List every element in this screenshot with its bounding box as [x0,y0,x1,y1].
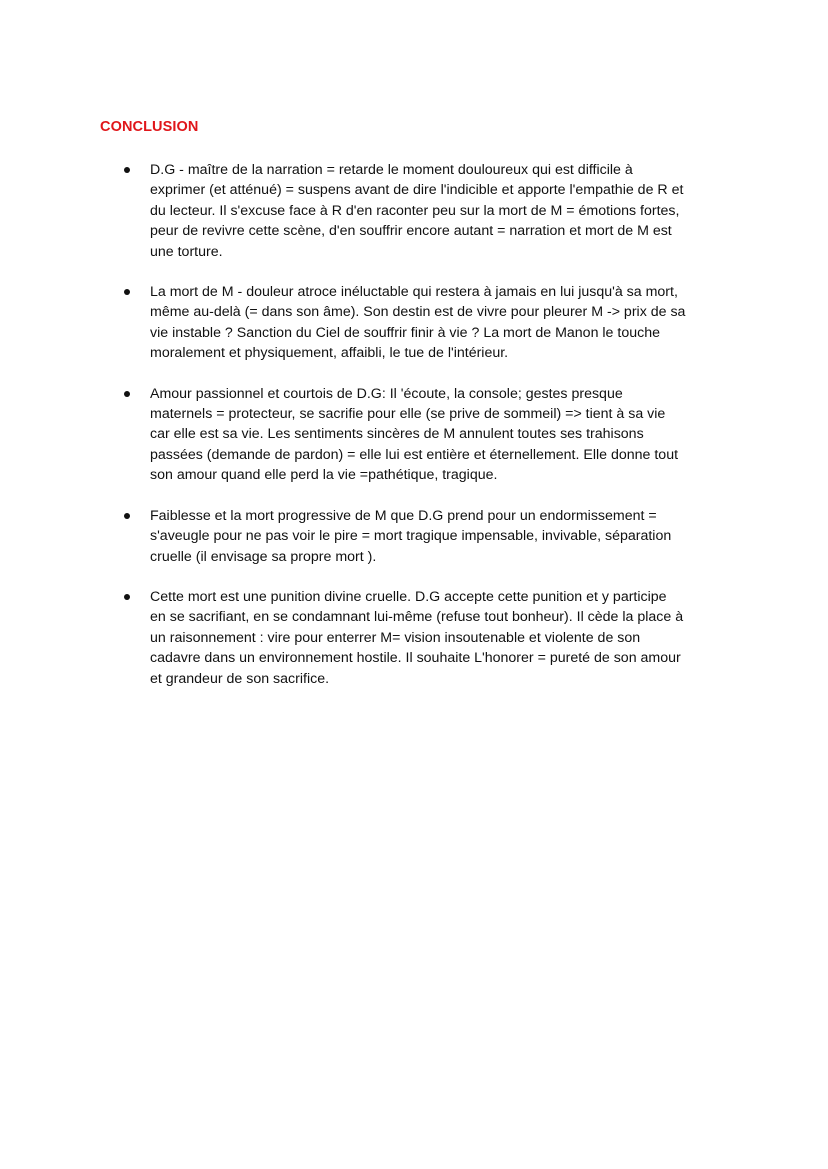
bullet-item [0,587,828,689]
bullet-point-icon [124,594,130,600]
bullet-item [0,282,828,364]
bullet-text: La mort de M - douleur atroce inéluctable qui restera à jamais en lui jusqu'à sa mort, même au-delà (= dans son âme). Son destin est de vivre pour pleurer M -> prix de sa vie instable ? Sanction du Ciel de souffrir finir à vie ? La mort de Manon le touche moralement et physiquement, affaibli, le tue de l'intérieur. [150,284,686,362]
section-heading: CONCLUSION [100,119,199,135]
bullet-point-icon [124,289,130,295]
bullet-point-icon [124,391,130,397]
bullet-point-icon [124,513,130,519]
bullet-text: Faiblesse et la mort progressive de M que D.G prend pour un endormissement = s'aveugle pour ne pas voir le pire = mort tragique impensable, invivable, séparation cruelle (il envisage sa propre mort ). [150,507,672,565]
bullet-item [0,506,828,567]
bullet-item [0,384,828,486]
bullet-text: D.G - maître de la narration = retarde le moment douloureux qui est difficile à exprimer (et atténué) = suspens avant de dire l'indicible et apporte l'empathie de R et du lecteur. Il s'excuse face à R d'en raconter peu sur la mort de M = émotions fortes, peur de revivre cette scène, d'en souffrir encore autant = narration et mort de M est une torture. [150,162,684,260]
bullet-item [0,160,828,262]
bullet-text: Amour passionnel et courtois de D.G: Il 'écoute, la console; gestes presque maternels = protecteur, se sacrifie pour elle (se prive de sommeil) => tient à sa vie car elle est sa vie. Les sentiments sincères de M annulent toutes ses trahisons passées (demande de pardon) = elle lui est entière et éternellement. Elle donne tout son amour quand elle perd la vie =pathétique, tragique. [150,385,679,484]
bullet-point-icon [124,167,130,173]
bullet-text: Cette mort est une punition divine cruelle. D.G accepte cette punition et y participe en se sacrifiant, en se condamnant lui-même (refuse tout bonheur). Il cède la place à un raisonnement : vire pour enterrer M= vision insoutenable et violente de son cadavre dans un environnement hostile. Il souhaite L'honorer = pureté de son amour et grandeur de son sacrifice. [150,588,684,687]
bullet-list [0,160,828,709]
